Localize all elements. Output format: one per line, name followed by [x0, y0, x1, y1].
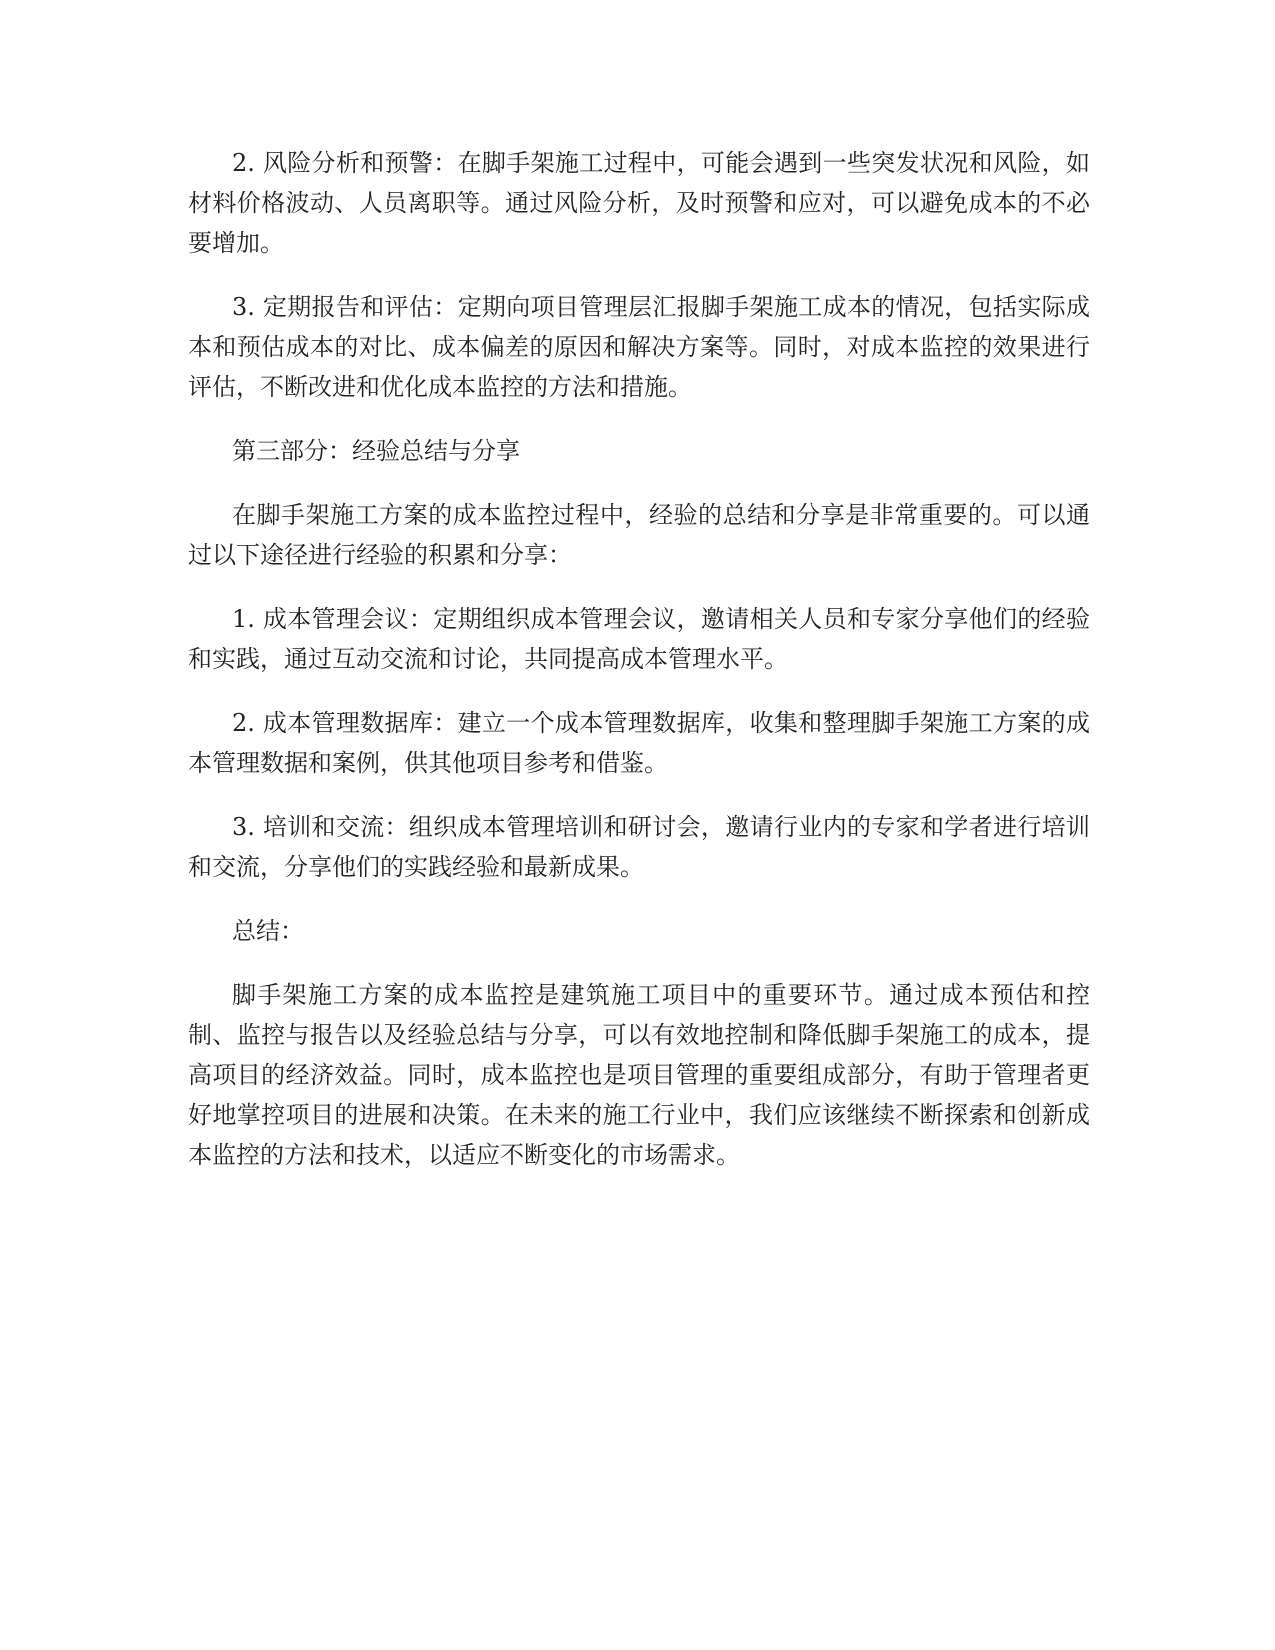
paragraph-experience-intro: 在脚手架施工方案的成本监控过程中，经验的总结和分享是非常重要的。可以通过以下途径进行经验的积累和分享： — [188, 501, 1090, 569]
paragraph-risk-analysis: 2. 风险分析和预警：在脚手架施工过程中，可能会遇到一些突发状况和风险，如材料价格波动、人员离职等。通过风险分析，及时预警和应对，可以避免成本的不必要增加。 — [188, 149, 1090, 257]
paragraph-cost-database: 2. 成本管理数据库：建立一个成本管理数据库，收集和整理脚手架施工方案的成本管理数据和案例，供其他项目参考和借鉴。 — [188, 709, 1090, 777]
paragraph-periodic-report: 3. 定期报告和评估：定期向项目管理层汇报脚手架施工成本的情况，包括实际成本和预估成本的对比、成本偏差的原因和解决方案等。同时，对成本监控的效果进行评估，不断改进和优化成本监控的方法和措施。 — [188, 293, 1090, 401]
section-heading-part-three: 第三部分：经验总结与分享 — [232, 437, 520, 465]
paragraph-training: 3. 培训和交流：组织成本管理培训和研讨会，邀请行业内的专家和学者进行培训和交流，分享他们的实践经验和最新成果。 — [188, 813, 1090, 881]
paragraph-cost-meeting: 1. 成本管理会议：定期组织成本管理会议，邀请相关人员和专家分享他们的经验和实践，通过互动交流和讨论，共同提高成本管理水平。 — [188, 605, 1090, 673]
document-body — [188, 143, 1090, 1199]
paragraph-summary: 脚手架施工方案的成本监控是建筑施工项目中的重要环节。通过成本预估和控制、监控与报告以及经验总结与分享，可以有效地控制和降低脚手架施工的成本，提高项目的经济效益。同时，成本监控也是项目管理的重要组成部分，有助于管理者更好地掌控项目的进展和决策。在未来的施工行业中，我们应该继续不断探索和创新成本监控的方法和技术，以适应不断变化的市场需求。 — [188, 981, 1090, 1169]
section-heading-summary: 总结： — [232, 917, 304, 945]
